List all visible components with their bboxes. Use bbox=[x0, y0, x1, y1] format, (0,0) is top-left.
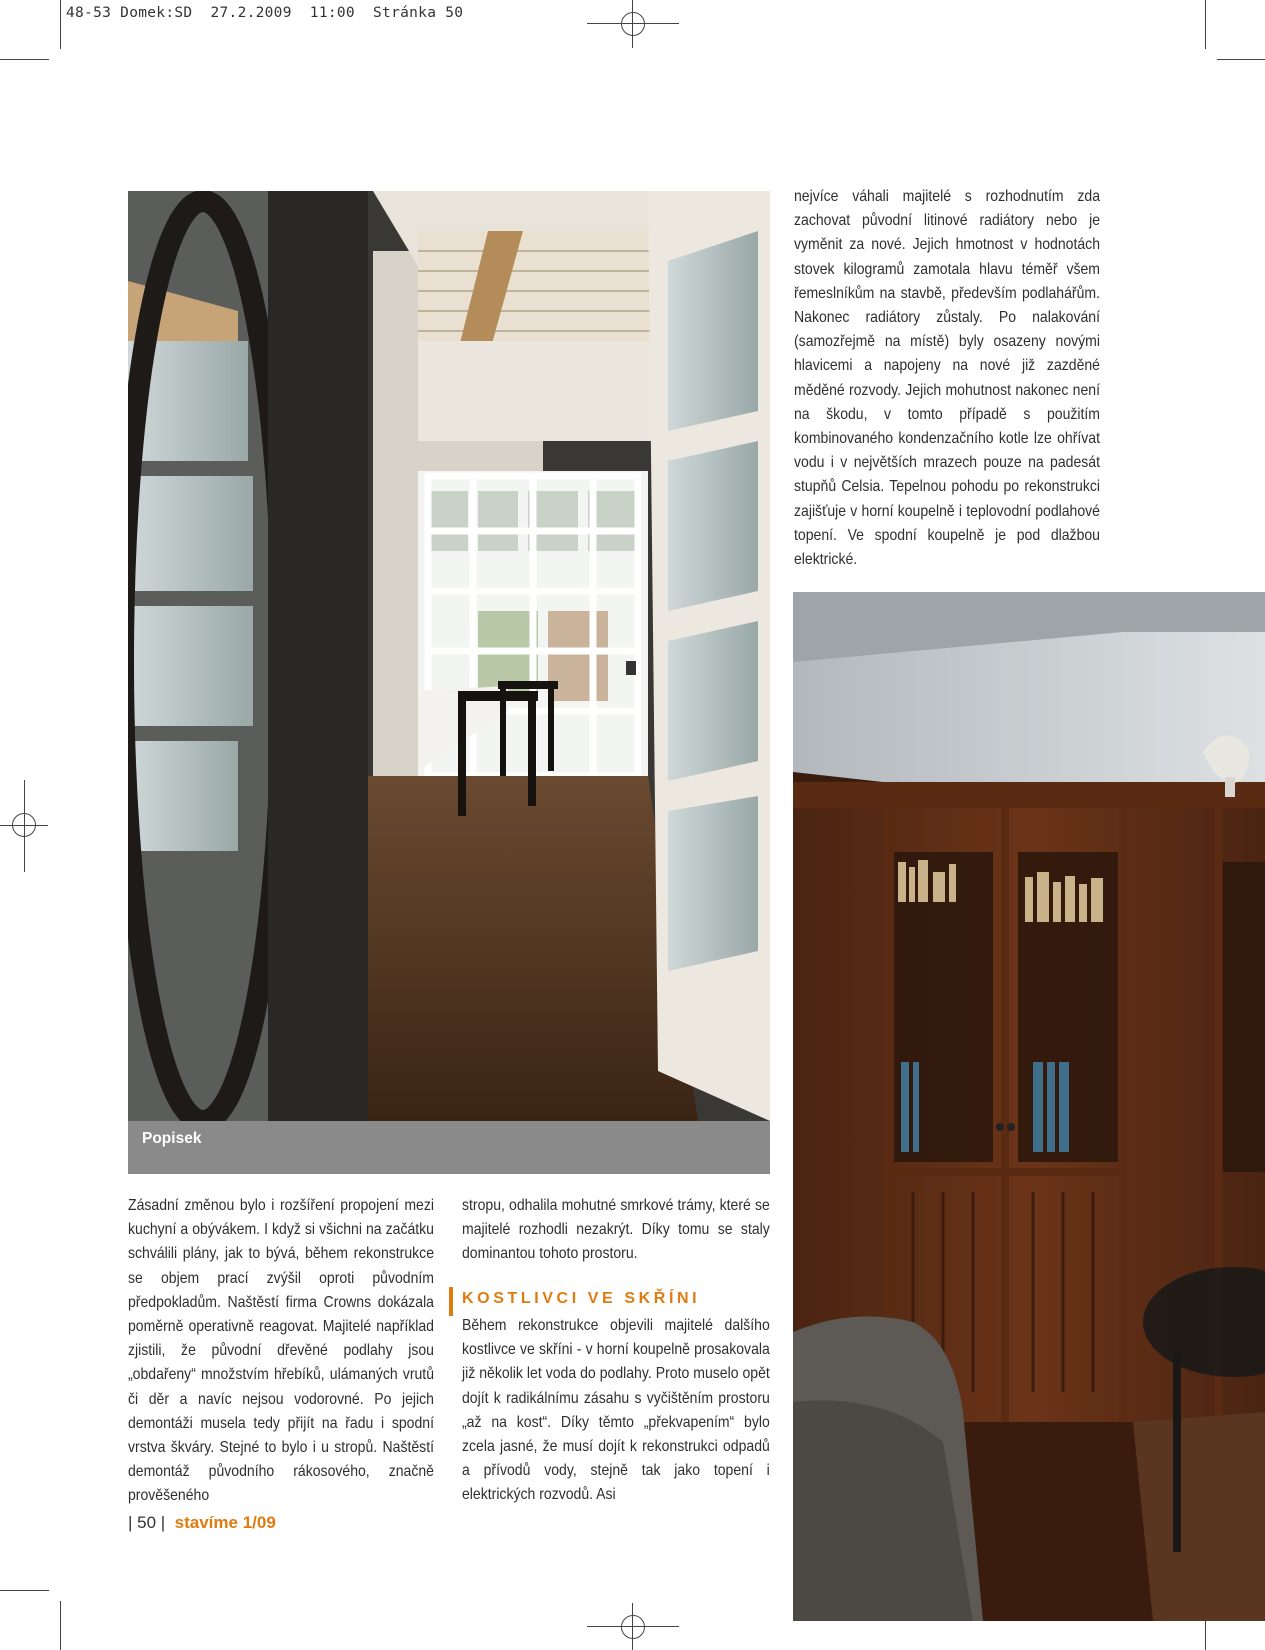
magazine-issue: stavíme 1/09 bbox=[174, 1513, 276, 1532]
page-footer: | 50 | stavíme 1/09 bbox=[128, 1513, 276, 1532]
article-paragraph: Během rekonstrukce objevili majitelé dalšího kostlivce ve skříni - v horní koupelně prosakovala již několik let voda do podlahy. Proto muselo opět dojít k radikálnímu zásahu s vyčištěním prostoru „až na kost“. Díky těmto „překvapením“ bylo zcela jasné, že musí dojít k rekonstrukci odpadů a přívodů vody, stejně tak jako topení i elektrických rozvodů. Asi bbox=[462, 1317, 770, 1504]
article-column-middle-body bbox=[462, 1314, 770, 1508]
article-paragraph: Zásadní změnou bylo i rozšíření propojení mezi kuchyní a obývákem. I když si všichni na začátku schválili plány, jak to bývá, během rekonstrukce se objem prací zvýšil oproti původním předpokladům. Naštěstí firma Crowns dokázala poměrně operativně reagovat. Majitelé například zjistili, že původní dřevěné podlahy jsou „obdařeny“ množstvím hřebíků, ulámaných vrutů či děr a navíc nejsou vodorovné. Po jejich demontáži musela tedy přijít na řadu i spodní vrstva škváry. Stejné to bylo i u stropů. Naštěstí demontáž původního rákosového, značně prověšeného bbox=[128, 1197, 434, 1505]
page-number: 50 bbox=[137, 1513, 157, 1532]
heading-accent-bar bbox=[449, 1287, 453, 1316]
article-column-left bbox=[128, 1194, 434, 1509]
article-column-middle bbox=[462, 1194, 770, 1267]
bookcase-photo bbox=[793, 592, 1265, 1621]
section-heading: KOSTLIVCI VE SKŘÍNI bbox=[462, 1290, 701, 1307]
photo-caption bbox=[128, 1121, 770, 1174]
print-slug: 48-53 Domek:SD 27.2.2009 11:00 Stránka 50 bbox=[66, 5, 464, 21]
article-paragraph: nejvíce váhali majitelé s rozhodnutím zda zachovat původní litinové radiátory nebo je vyměnit za nové. Jejich hmotnost v hodnotách stovek kilogramů zamotala hlavu téměř všem řemeslníkům na stavbě, především podlahářům. Nakonec radiátory zůstaly. Po nalakování (samozřejmě na místě) byly osazeny novými hlavicemi a napojeny na nové již zazděné měděné rozvody. Jejich mohutnost nakonec není na škodu, v tomto případě s použitím kombinovaného kondenzačního kotle lze ohřívat vodu i v největších mrazech pouze na padesát stupňů Celsia. Tepelnou pohodu po rekonstrukci zajišťuje v horní koupelně i teplovodní podlahové topení. Ve spodní koupelně je pod dlažbou elektrické. bbox=[794, 188, 1100, 569]
article-paragraph: stropu, odhalila mohutné smrkové trámy, které se majitelé rozhodli nezakrýt. Díky tomu se staly dominantou tohoto prostoru. bbox=[462, 1197, 770, 1263]
caption-text: Popisek bbox=[142, 1130, 202, 1147]
interior-doorway-photo bbox=[128, 191, 770, 1121]
article-column-right bbox=[794, 185, 1100, 572]
